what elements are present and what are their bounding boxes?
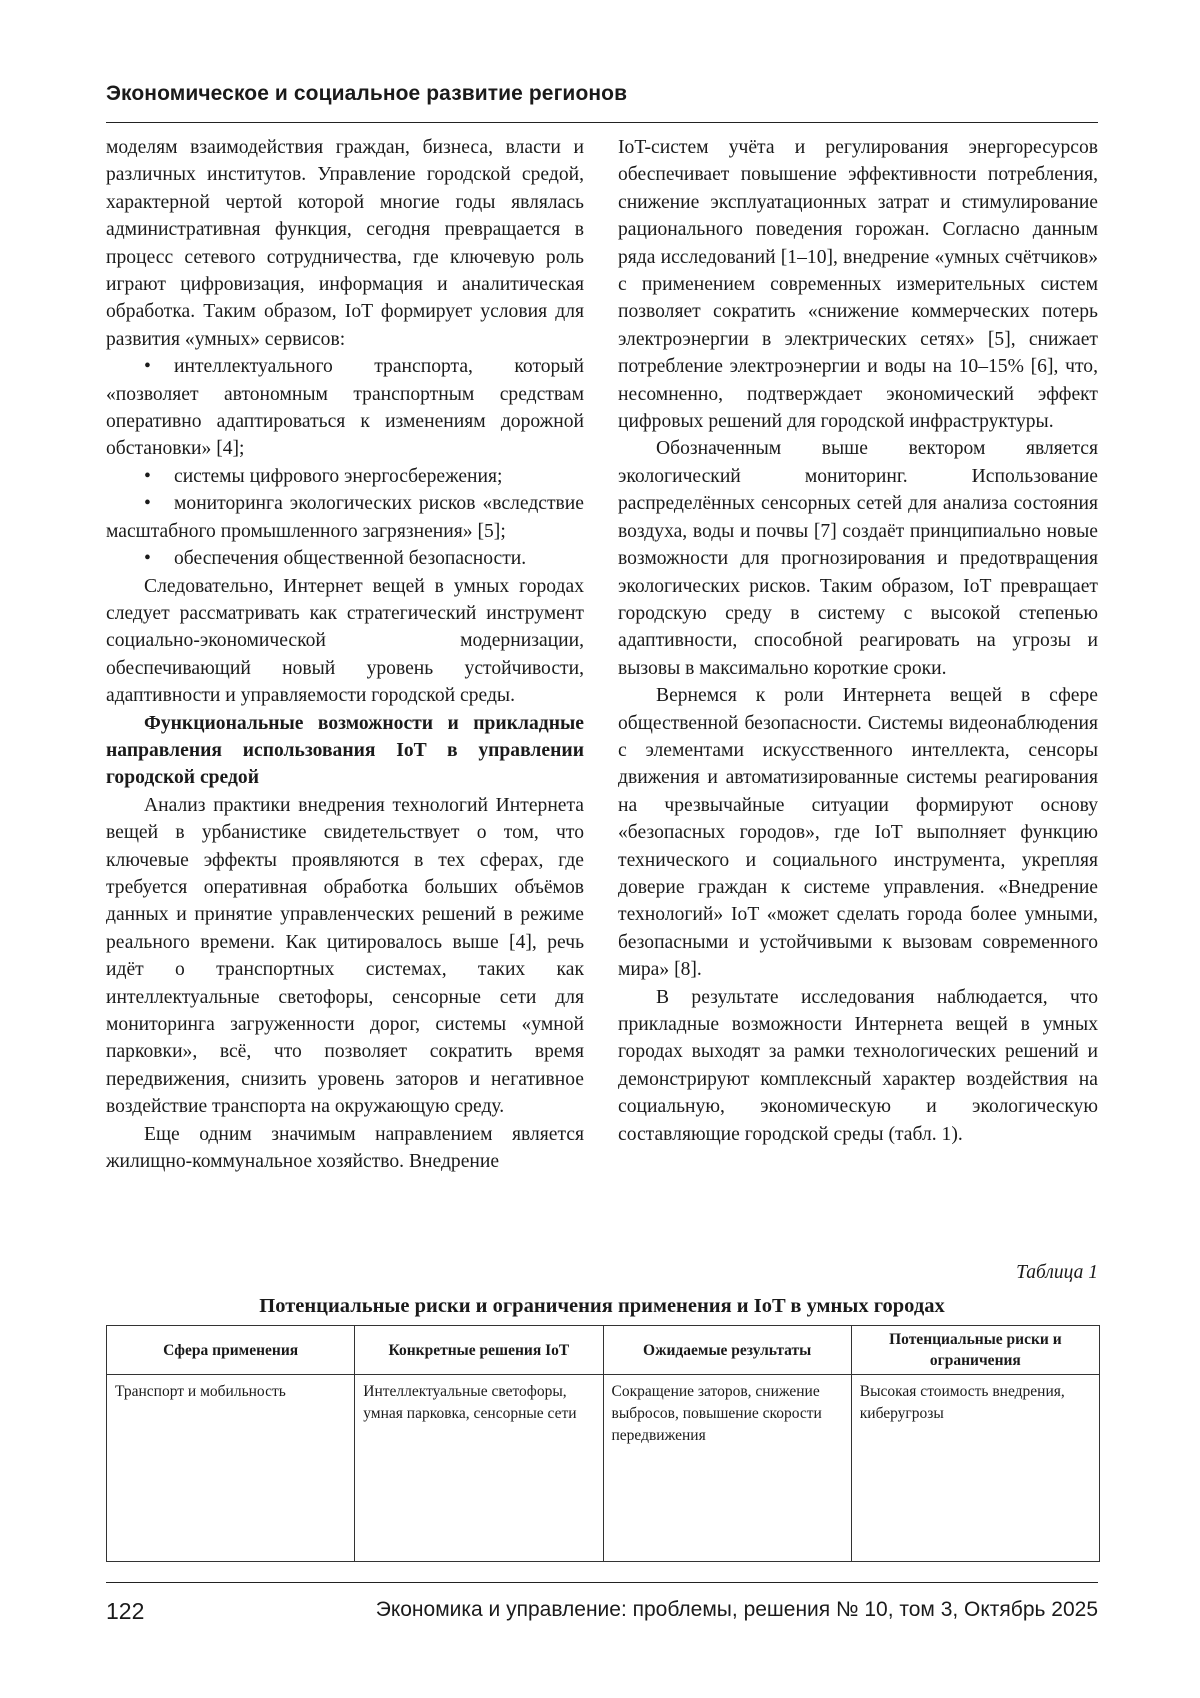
paragraph: моделям взаимодействия граждан, бизнеса, власти и различных институтов. Управление городской средой, характерной чертой которой многие годы являлась административная функция, сегодня превращается в процесс сетевого сотрудничества, где ключевую роль играют цифровизация, информация и аналитическая обработка. Таким образом, IoT формирует условия для развития «умных» сервисов:: [106, 137, 584, 350]
bullet-icon: •: [144, 548, 151, 570]
paragraph: IoT-систем учёта и регулирования энергоресурсов обеспечивает повышение эффективности потребления, снижение эксплуатационных затрат и стимулирование рационального поведения горожан. Согласно данным ряда исследований [1–10], внедрение «умных счётчиков» с применением современных измерительных систем позволяет сократить «снижение коммерческих потерь электроэнергии в электрических сетях» [5], снижает потребление электроэнергии и воды на 10–15% [6], что, несомненно, подтверждает экономический эффект цифровых решений для городской инфраструктуры.: [618, 137, 1098, 433]
journal-info: Экономика и управление: проблемы, решения № 10, том 3, Октябрь 2025: [375, 1598, 1098, 1621]
table-cell: Высокая стоимость внедрения, киберугрозы: [851, 1375, 1099, 1562]
risks-table: [106, 1325, 1100, 1562]
list-item: [106, 490, 584, 545]
table-label: Таблица 1: [1016, 1262, 1098, 1283]
page-number: 122: [106, 1598, 145, 1624]
list-item: [106, 463, 584, 490]
column-header: Ожидаемые результаты: [603, 1326, 851, 1375]
list-item: [106, 353, 584, 463]
list-item-text: обеспечения общественной безопасности.: [174, 548, 527, 570]
section-heading: Функциональные возможности и прикладные направления использования IoT в управлении городской средой: [106, 712, 584, 789]
paragraph: Вернемся к роли Интернета вещей в сфере общественной безопасности. Системы видеонаблюдения с элементами искусственного интеллекта, сенсоры движения и автоматизированные системы реагирования на чрезвычайные ситуации формируют основу «безопасных городов», где IoT выполняет функцию технического и социального инструмента, укрепляя доверие граждан к системе управления. «Внедрение технологий» IoT «может сделать города более умными, безопасными и устойчивыми к вызовам современного мира» [8].: [618, 685, 1098, 981]
header-divider: [106, 122, 1098, 123]
table-row: [107, 1375, 1100, 1562]
paragraph: Обозначенным выше вектором является экологический мониторинг. Использование распределённых сенсорных сетей для анализа состояния воздуха, воды и почвы [7] создаёт принципиально новые возможности для прогнозирования и предотвращения экологических рисков. Таким образом, IoT превращает городскую среду в систему с высокой степенью адаптивности, способной реагировать на угрозы и вызовы в максимально короткие сроки.: [618, 438, 1098, 679]
bullet-list: [106, 353, 584, 572]
bullet-icon: •: [144, 493, 151, 515]
list-item-text: интеллектуального транспорта, который «позволяет автономным транспортным средствам оперативно адаптироваться к изменениям дорожной обстановки» [4];: [106, 356, 584, 460]
table-cell: Интеллектуальные светофоры, умная парковка, сенсорные сети: [355, 1375, 603, 1562]
bullet-icon: •: [144, 356, 151, 378]
paragraph: Анализ практики внедрения технологий Интернета вещей в урбанистике свидетельствует о том, что ключевые эффекты проявляются в тех сферах, где требуется оперативная обработка больших объёмов данных и принятие управленческих решений в режиме реального времени. Как цитировалось выше [4], речь идёт о транспортных системах, таких как интеллектуальные светофоры, сенсорные сети для мониторинга загруженности дорог, системы «умной парковки», всё, что позволяет сократить время передвижения, снизить уровень заторов и негативное воздействие транспорта на окружающую среду.: [106, 794, 584, 1118]
paragraph: Следовательно, Интернет вещей в умных городах следует рассматривать как стратегический инструмент социально-экономической модернизации, обеспечивающий новый уровень устойчивости, адаптивности и управляемости городской среды.: [106, 575, 584, 707]
table-title: Потенциальные риски и ограничения применения и IoT в умных городах: [259, 1295, 945, 1317]
column-header: Сфера применения: [107, 1326, 355, 1375]
column-header: Потенциальные риски и ограничения: [851, 1326, 1099, 1375]
table-header-row: [107, 1326, 1100, 1375]
list-item-text: мониторинга экологических рисков «вследствие масштабного промышленного загрязнения» [5];: [106, 493, 584, 542]
left-column: [106, 134, 584, 1175]
paragraph: В результате исследования наблюдается, что прикладные возможности Интернета вещей в умных городах выходят за рамки технологических решений и демонстрируют комплексный характер воздействия на социальную, экономическую и экологическую составляющие городской среды (табл. 1).: [618, 986, 1098, 1145]
bullet-icon: •: [144, 465, 151, 487]
paragraph: Еще одним значимым направлением является жилищно-коммунальное хозяйство. Внедрение: [106, 1123, 584, 1173]
table-cell: Транспорт и мобильность: [107, 1375, 355, 1562]
right-column: [618, 134, 1098, 1148]
footer-divider: [106, 1582, 1098, 1583]
column-header: Конкретные решения IoT: [355, 1326, 603, 1375]
list-item: [106, 545, 584, 572]
list-item-text: системы цифрового энергосбережения;: [174, 465, 503, 487]
running-title: Экономическое и социальное развитие регионов: [106, 82, 628, 105]
table-cell: Сокращение заторов, снижение выбросов, повышение скорости передвижения: [603, 1375, 851, 1562]
